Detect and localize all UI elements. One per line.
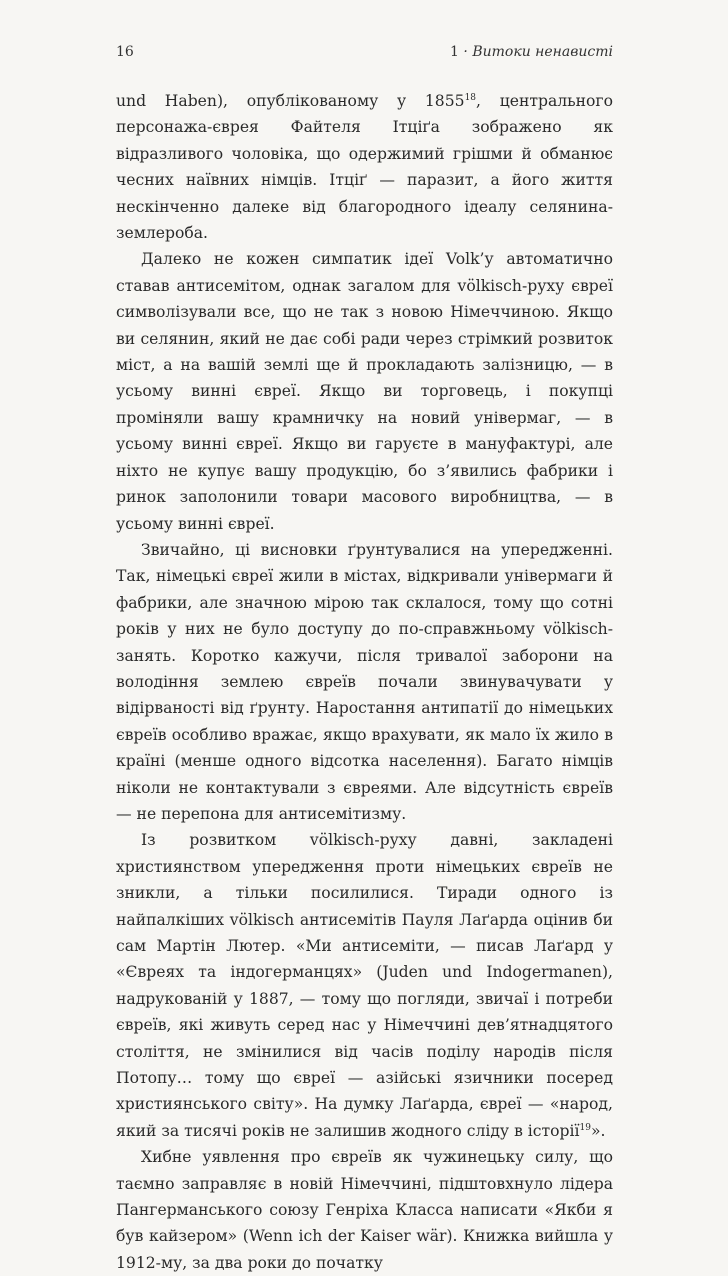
paragraph-text: Далеко не кожен симпатик ідеї Volk’у автоматично ставав антисемітом, однак загалом для völkisch-руху євреї символізували все, що не так з новою Німеччиною. Якщо ви селянин, який не дає собі ради через стрімкий розвиток міст, а на вашій землі ще й прокладають залізницю, — в усьому винні євреї. Якщо ви торговець, і покупці проміняли вашу крамничку на новий універмаг, — в усьому винні євреї. Якщо ви гаруєте в мануфактурі, але ніхто не купує вашу продукцію, бо з’явились фабрики і ринок заполонили товари масового виробництва, — в усьому винні євреї. xyxy=(116,250,613,533)
paragraph xyxy=(116,1144,613,1276)
chapter-number: 1 xyxy=(450,44,459,60)
paragraph-text: ». xyxy=(590,1121,606,1140)
paragraph xyxy=(116,246,613,536)
paragraph xyxy=(116,537,613,827)
body-text xyxy=(116,88,613,1276)
paragraph-text: Звичайно, ці висновки ґрунтувалися на упередженні. Так, німецькі євреї жили в містах, відкривали універмаги й фабрики, але значною мірою так склалося, тому що сотні років у них не було доступу до по-справжньому völkisch-занять. Коротко кажучи, після тривалої заборони на володіння землею євреїв почали звинувачувати у відірваності від ґрунту. Наростання антипатії до німецьких євреїв особливо вражає, якщо врахувати, як мало їх жило в країні (менше одного відсотка населення). Багато німців ніколи не контактували з євреями. Але відсутність євреїв — не перепона для антисемітизму. xyxy=(116,540,613,823)
paragraph-text: Із розвитком völkisch-руху давні, закладені християнством упередження проти німецьких євреїв не зникли, а тільки посилилися. Тиради одного із найпалкіших völkisch антисемітів Пауля Лаґарда оцінив би сам Мартін Лютер. «Ми антисеміти, — писав Лаґард у «Євреях та індогерманцях» (Juden und Indogermanen), надрукованій у 1887, — тому що погляди, звичаї і потреби євреїв, які живуть серед нас у Німеччині дев’ятнадцятого століття, не змінилися від часів поділу народів після Потопу… тому що євреї — азійські язичники посеред християнського світу». На думку Лаґарда, євреї — «народ, який за тисячі років не залишив жодного сліду в історії xyxy=(116,831,613,1140)
page-header xyxy=(116,44,613,60)
paragraph-text: und Haben), опублікованому у 1855 xyxy=(116,92,465,110)
paragraph-text: Хибне уявлення про євреїв як чужинецьку силу, що таємно заправляє в новій Німеччині, підштовхнуло лідера Пангерманського союзу Генріха Класса написати «Якби я був кайзером» (Wenn ich der Kaiser wär). Книжка вийшла у 1912-му, за два роки до початку xyxy=(116,1148,613,1272)
footnote-ref: 19 xyxy=(579,1122,591,1133)
footnote-ref: 18 xyxy=(464,92,477,103)
running-head-separator: · xyxy=(463,44,468,60)
paragraph xyxy=(116,88,613,246)
page-number: 16 xyxy=(116,44,134,60)
running-head xyxy=(450,44,613,60)
paragraph-text: , центрального персонажа-єврея Файтеля Ітціґа зображено як відразливого чоловіка, що одержимий грішми й обманює чесних наївних німців. Ітціґ — паразит, а його життя нескінченно далеке від благородного ідеалу селянина-землероба. xyxy=(116,92,613,243)
chapter-title: Витоки ненависті xyxy=(472,44,613,60)
paragraph xyxy=(116,827,613,1144)
